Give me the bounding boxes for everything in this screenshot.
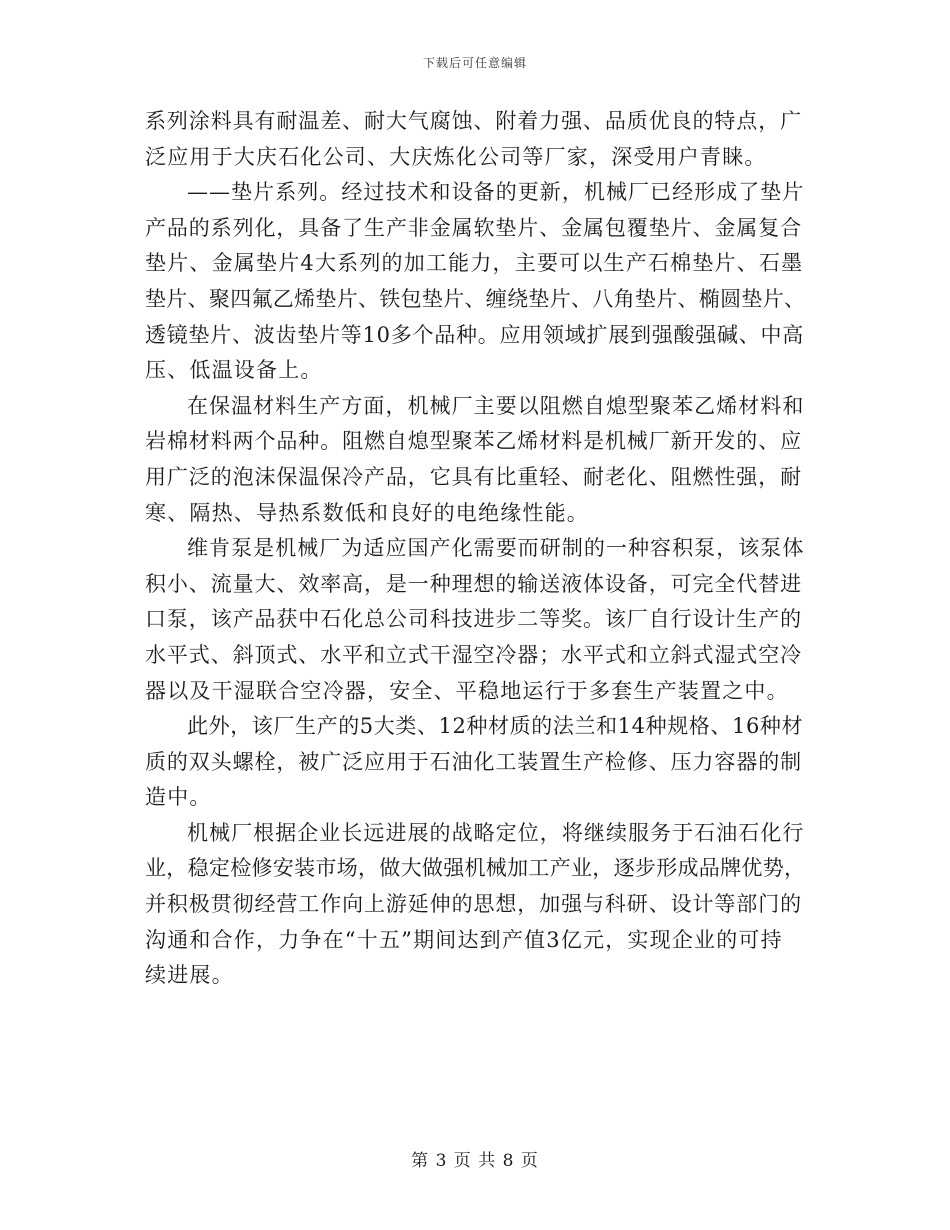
paragraph-line: 造中。 [145, 785, 212, 810]
paragraph-line: 积小、流量大、效率高，是一种理想的输送液体设备，可完全代替进 [145, 571, 802, 596]
paragraph-line: 并积极贯彻经营工作向上游延伸的思想，加强与科研、设计等部门的 [145, 892, 802, 917]
page-number-footer: 第 3 页 共 8 页 [411, 1151, 539, 1171]
paragraph-line: 产品的系列化，具备了生产非金属软垫片、金属包覆垫片、金属复合 [145, 215, 802, 240]
paragraph-line: 质的双头螺栓，被广泛应用于石油化工装置生产检修、压力容器的制 [145, 749, 802, 774]
paragraph-line: ——垫片系列。经过技术和设备的更新，机械厂已经形成了垫片 [187, 180, 805, 205]
paragraph-1 [145, 104, 805, 175]
paragraph-line: 压、低温设备上。 [145, 358, 323, 383]
paragraph-2 [145, 175, 805, 389]
paragraph-line: 业，稳定检修安装市场，做大做强机械加工产业，逐步形成品牌优势， [145, 856, 806, 881]
paragraph-line: 垫片、聚四氟乙烯垫片、铁包垫片、缠绕垫片、八角垫片、椭圆垫片、 [145, 286, 806, 311]
paragraph-line: 泛应用于大庆石化公司、大庆炼化公司等厂家，深受用户青睐。 [145, 144, 767, 169]
paragraph-5 [145, 709, 805, 816]
paragraph-6 [145, 816, 805, 994]
paragraph-line: 岩棉材料两个品种。阻燃自熄型聚苯乙烯材料是机械厂新开发的、应 [145, 429, 802, 454]
paragraph-line: 在保温材料生产方面，机械厂主要以阻燃自熄型聚苯乙烯材料和 [187, 393, 805, 418]
header-note: 下载后可任意编辑 [422, 56, 527, 70]
paragraph-line: 维肯泵是机械厂为适应国产化需要而研制的一种容积泵，该泵体 [187, 536, 805, 561]
paragraph-line: 沟通和合作，力争在“十五”期间达到产值3亿元，实现企业的可持 [145, 927, 783, 952]
paragraph-line: 机械厂根据企业长远进展的战略定位，将继续服务于石油石化行 [187, 820, 805, 845]
paragraph-line: 此外，该厂生产的5大类、12种材质的法兰和14种规格、16种材 [187, 714, 804, 739]
paragraph-line: 寒、隔热、导热系数低和良好的电绝缘性能。 [145, 500, 589, 525]
paragraph-line: 透镜垫片、波齿垫片等10多个品种。应用领域扩展到强酸强碱、中高 [145, 322, 804, 347]
paragraph-4 [145, 531, 805, 709]
paragraph-3 [145, 389, 805, 531]
paragraph-line: 口泵，该产品获中石化总公司科技进步二等奖。该厂自行设计生产的 [145, 607, 802, 632]
paragraph-line: 续进展。 [145, 963, 234, 988]
paragraph-line: 系列涂料具有耐温差、耐大气腐蚀、附着力强、品质优良的特点，广 [145, 109, 802, 133]
body-text [145, 104, 805, 994]
paragraph-line: 水平式、斜顶式、水平和立式干湿空冷器；水平式和立斜式湿式空冷 [145, 642, 802, 667]
paragraph-line: 器以及干湿联合空冷器，安全、平稳地运行于多套生产装置之中。 [145, 678, 789, 703]
paragraph-line: 垫片、金属垫片4大系列的加工能力，主要可以生产石棉垫片、石墨 [145, 251, 804, 276]
paragraph-line: 用广泛的泡沫保温保冷产品，它具有比重轻、耐老化、阻燃性强，耐 [145, 464, 802, 489]
